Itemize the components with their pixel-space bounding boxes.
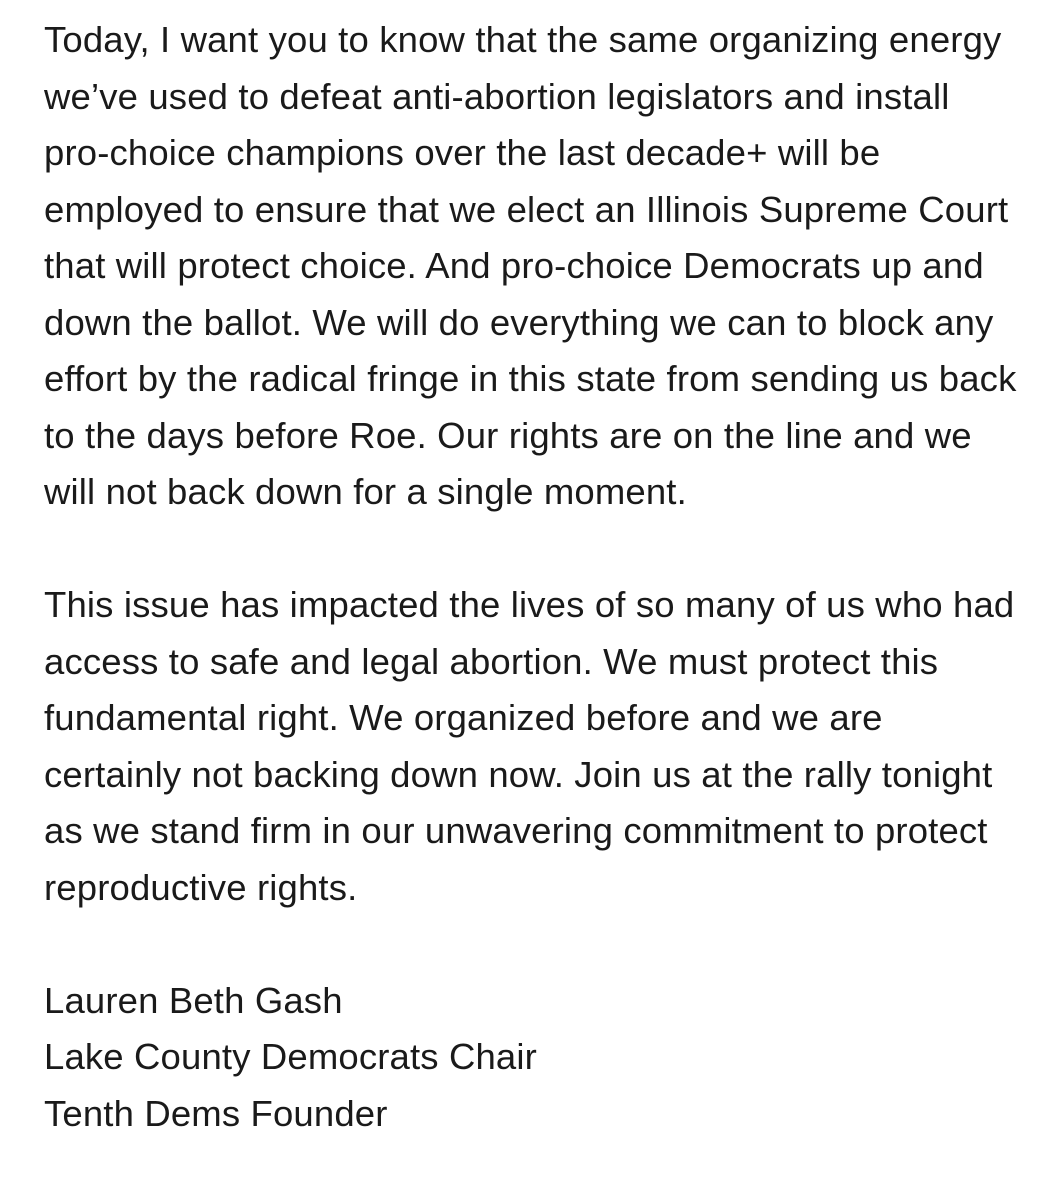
signature-title-chair: Lake County Democrats Chair (44, 1036, 537, 1077)
signature-name: Lauren Beth Gash (44, 979, 343, 1021)
signature-block (44, 973, 1024, 1143)
paragraph-organizing-energy: Today, I want you to know that the same organizing energy we’ve used to defeat anti-abortion legislators and install pro-choice champions over the last decade+ will be employed to ensure that we elect an Illinois Supreme Court that will protect choice. And pro-choice Democrats up and down the ballot. We will do everything we can to block any effort by the radical fringe in this state from sending us back to the days before Roe. Our rights are on the line and we will not back down for a single moment. (44, 19, 1017, 512)
letter-body (44, 12, 1024, 1142)
signature-title-founder: Tenth Dems Founder (44, 1092, 388, 1134)
paragraph-spacer (44, 916, 1024, 973)
paragraph-issue-impact: This issue has impacted the lives of so many of us who had access to safe and legal abortion. We must protect this fundamental right. We organized before and we are certainly not backing down now. Join us at the rally tonight as we stand firm in our unwavering commitment to protect reproductive rights. (44, 584, 1015, 908)
paragraph-spacer (44, 521, 1024, 578)
